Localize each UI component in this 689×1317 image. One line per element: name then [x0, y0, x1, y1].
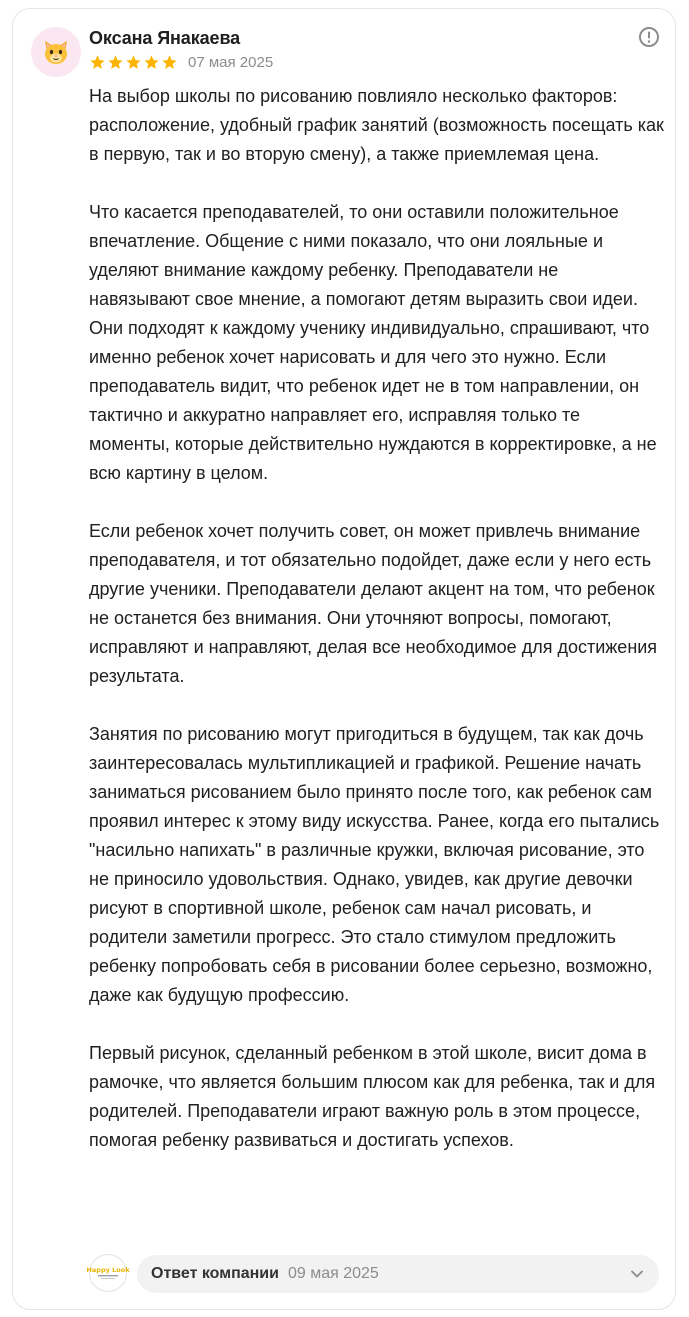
company-logo-image	[86, 1263, 130, 1283]
exclamation-circle-icon	[638, 26, 660, 48]
rating-row	[89, 53, 273, 71]
company-logo-text: Happy Look	[86, 1266, 130, 1274]
review-paragraph: На выбор школы по рисованию повлияло несколько факторов: расположение, удобный график занятий (возможность посещать как в первую, так и во вторую смену), а также приемлемая цена.	[89, 86, 664, 164]
company-logo[interactable]	[86, 1254, 130, 1292]
chevron-down-icon	[630, 1267, 644, 1281]
review-paragraph: Первый рисунок, сделанный ребенком в этой школе, висит дома в рамочке, что является большим плюсом как для ребенка, так и для родителей. Преподаватели играют важную роль в этом процессе, помогая ребенку развиваться и достигать успехов.	[89, 1043, 656, 1150]
company-reply-label: Ответ компании	[151, 1265, 279, 1282]
star-icon	[89, 54, 106, 71]
author-name[interactable]: Оксана Янакаева	[89, 28, 241, 48]
star-icon	[143, 54, 160, 71]
author-avatar[interactable]	[31, 27, 81, 77]
company-reply-date: 09 мая 2025	[287, 1265, 379, 1282]
star-icon	[125, 54, 142, 71]
star-icon	[161, 54, 178, 71]
review-date: 07 мая 2025	[188, 53, 274, 71]
review-paragraph: Что касается преподавателей, то они оставили положительное впечатление. Общение с ними показало, что они лояльные и уделяют внимание каждому ребенку. Преподаватели не навязывают свое мнение, а помогают детям выразить свои идеи. Они подходят к каждому ученику индивидуально, спрашивают, что именно ребенок хочет нарисовать и для чего это нужно. Если преподаватель видит, что ребенок идет не в том направлении, он тактично и аккуратно направляет его, исправляя только те моменты, которые действительно нуждаются в корректировке, а не всю картину в целом.	[89, 202, 657, 483]
company-reply-toggle[interactable]	[137, 1255, 659, 1293]
report-button[interactable]	[638, 26, 660, 48]
star-rating	[89, 54, 178, 71]
review-paragraph: Если ребенок хочет получить совет, он может привлечь внимание преподавателя, и тот обязательно подойдет, даже если у него есть другие ученики. Преподаватели делают акцент на том, что ребенок не останется без внимания. Они уточняют вопросы, помогают, исправляют и направляют, делая все необходимое для достижения результата.	[89, 521, 658, 686]
review-card	[12, 8, 676, 1310]
review-text	[89, 82, 664, 1155]
cat-face-icon	[41, 37, 71, 67]
star-icon	[107, 54, 124, 71]
review-paragraph: Занятия по рисованию могут пригодиться в будущем, так как дочь заинтересовалась мультипликацией и графикой. Решение начать заниматься рисованием было принято после того, как ребенок сам проявил интерес к этому виду искусства. Ранее, когда его пытались "насильно напихать" в различные кружки, включая рисование, это не приносило удовольствия. Однако, увидев, как другие девочки рисуют в спортивной школе, ребенок сам начал рисовать, и родители заметили прогресс. Это стало стимулом предложить ребенку попробовать себя в рисовании более серьезно, возможно, даже как будущую профессию.	[89, 724, 660, 1005]
